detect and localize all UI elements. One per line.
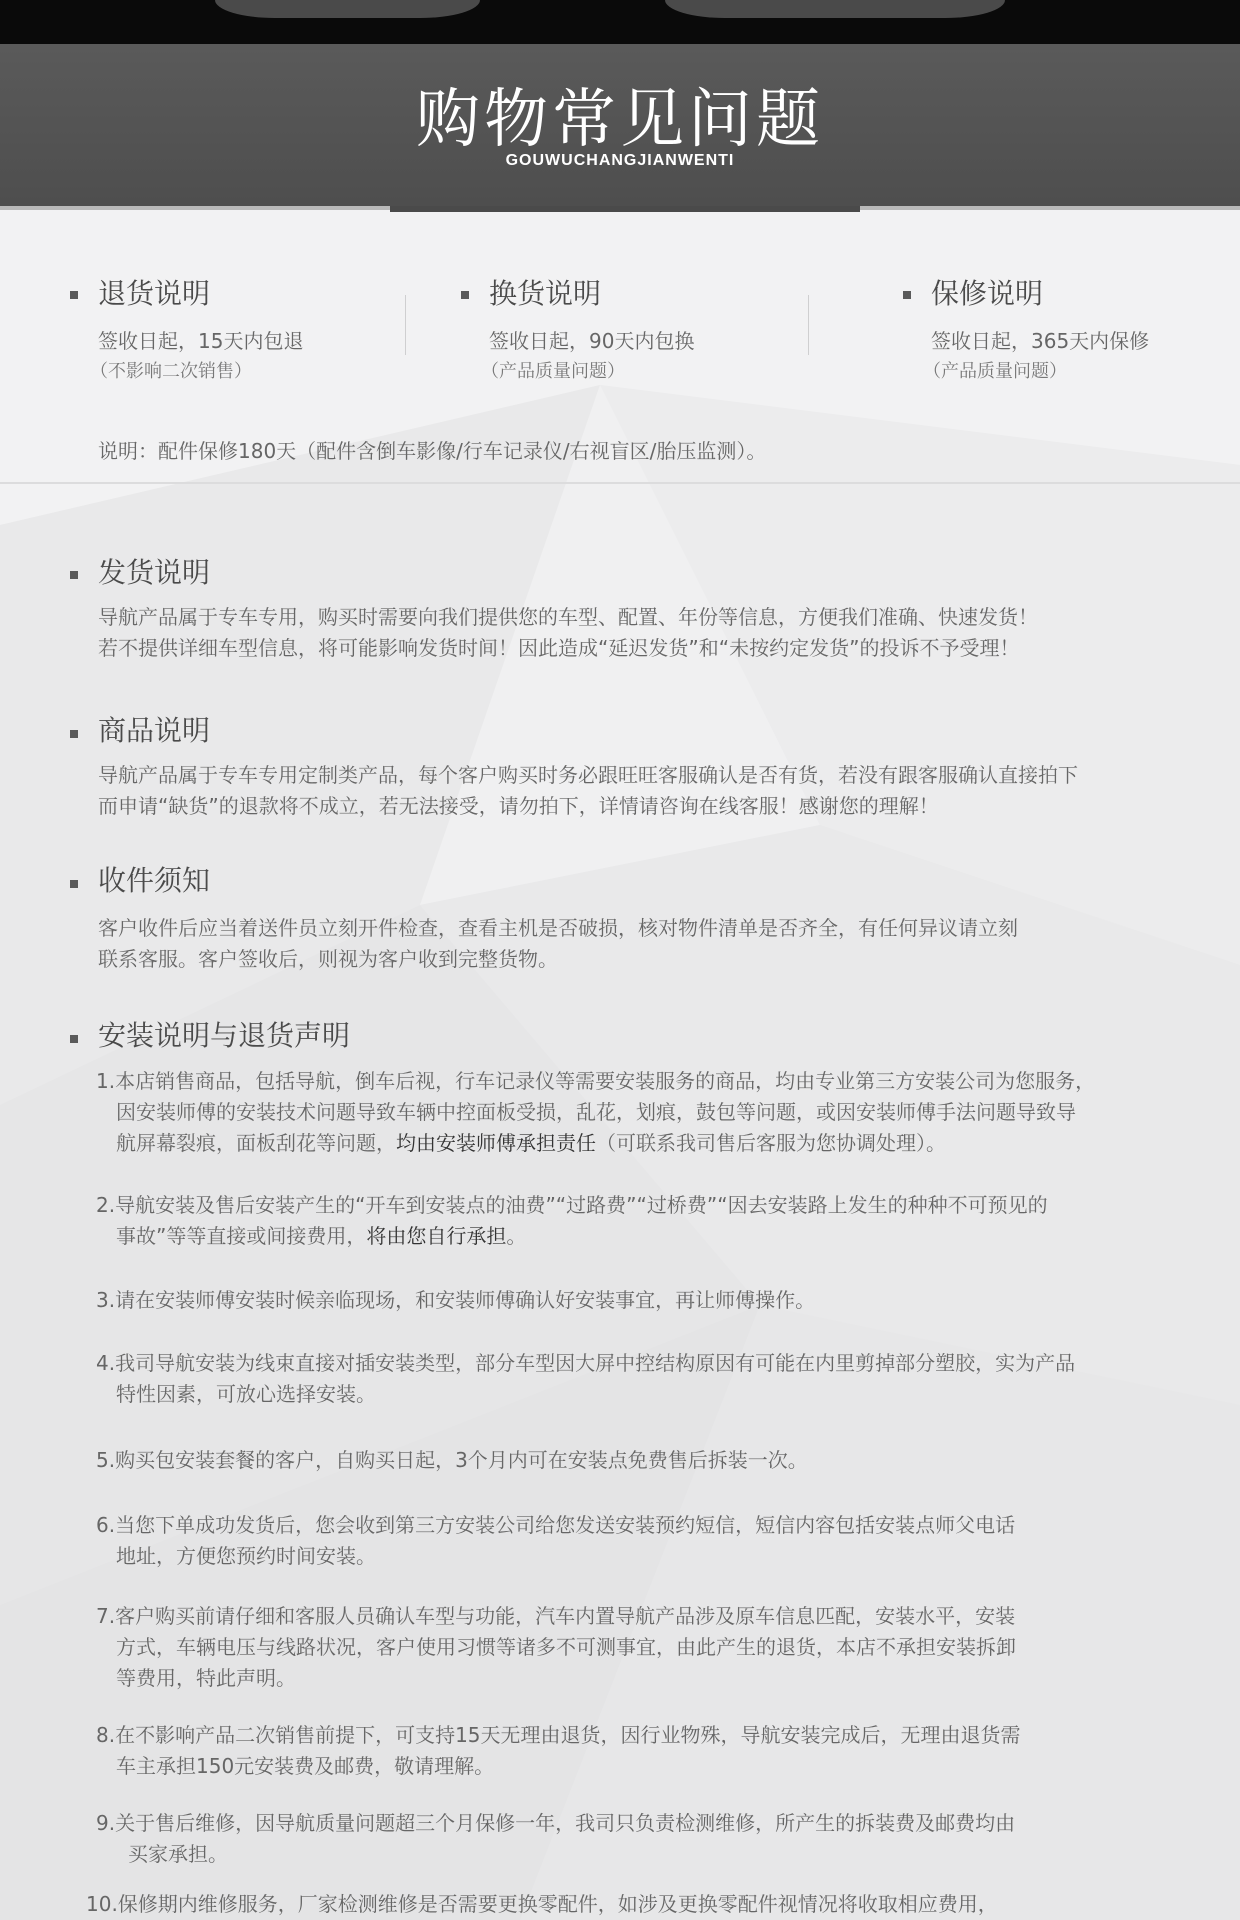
exchange-policy-note: （产品质量问题）: [481, 361, 625, 382]
divider: [405, 295, 406, 355]
shipping-text: 导航产品属于专车专用，购买时需要向我们提供您的车型、配置、年份等信息，方便我们准确、快速发货！ 若不提供详细车型信息，将可能影响发货时间！因此造成“延迟发货”和“未按约定发货”的投诉不予受理！: [98, 605, 1038, 660]
accessory-warranty-note: 说明：配件保修180天（配件含倒车影像/行车记录仪/右视盲区/胎压监测）。: [98, 439, 767, 463]
bullet-icon: [70, 730, 78, 738]
product-text: 导航产品属于专车专用定制类产品，每个客户购买时务必跟旺旺客服确认是否有货，若没有跟客服确认直接拍下 而申请“缺货”的退款将不成立，若无法接受，请勿拍下，详情请咨询在线客服！感谢您的理解！: [98, 763, 1078, 818]
install-item-9: 9.关于售后维修，因导航质量问题超三个月保修一年，我司只负责检测维修，所产生的拆装费及邮费均由 买家承担。: [96, 1811, 1016, 1866]
bullet-icon: [461, 291, 469, 299]
install-item-7: 7.客户购买前请仔细和客服人员确认车型与功能，汽车内置导航产品涉及原车信息匹配，安装水平，安装 方式，车辆电压与线路状况，客户使用习惯等诸多不可测事宜，由此产生的退货，本店不承担安装拆卸 等费用，特此声明。: [96, 1604, 1016, 1690]
return-policy-line: 签收日起，15天内包退: [98, 329, 304, 353]
page-subtitle: GOUWUCHANGJIANWENTI: [505, 152, 735, 169]
bullet-icon: [70, 1035, 78, 1043]
receipt-text: 客户收件后应当着送件员立刻开件检查，查看主机是否破损，核对物件清单是否齐全，有任何异议请立刻 联系客服。客户签收后，则视为客户收到完整货物。: [98, 916, 1018, 971]
install-item-2: 2.导航安装及售后安装产生的“开车到安装点的油费”“过路费”“过桥费”“因去安装路上发生的种种不可预见的 事故”等等直接或间接费用，将由您自行承担。: [96, 1193, 1048, 1248]
warranty-policy-note: （产品质量问题）: [923, 361, 1067, 382]
page-title: 购物常见问题: [416, 83, 824, 157]
bullet-icon: [70, 291, 78, 299]
shipping-heading: 发货说明: [98, 556, 211, 589]
warranty-policy-line: 签收日起，365天内保修: [931, 329, 1150, 353]
warranty-policy-heading: 保修说明: [931, 277, 1044, 310]
install-item-1: 1.本店销售商品，包括导航，倒车后视，行车记录仪等需要安装服务的商品，均由专业第三方安装公司为您服务， 因安装师傅的安装技术问题导致车辆中控面板受损，乱花，划痕，鼓包等问题，或因安装师傅手法问题导致导 航屏幕裂痕，面板刮花等问题，均由安装师傅承担责任（可联系我司售后客服为您协调处理）。: [96, 1069, 1096, 1155]
install-item-5: 5.购买包安装套餐的客户，自购买日起，3个月内可在安装点免费售后拆装一次。: [96, 1448, 808, 1472]
install-item-8: 8.在不影响产品二次销售前提下，可支持15天无理由退货，因行业物殊，导航安装完成后，无理由退货需 车主承担150元安装费及邮费，敬请理解。: [96, 1723, 1021, 1778]
return-policy-note: （不影响二次销售）: [90, 361, 252, 382]
install-item-10: 10.保修期内维修服务，厂家检测维修是否需要更换零配件，如涉及更换零配件视情况将收取相应费用，: [86, 1892, 998, 1916]
install-item-3: 3.请在安装师傅安装时候亲临现场，和安装师傅确认好安装事宜，再让师傅操作。: [96, 1288, 816, 1312]
product-heading: 商品说明: [98, 714, 211, 747]
bullet-icon: [70, 571, 78, 579]
install-item-4: 4.我司导航安装为线束直接对插安装类型，部分车型因大屏中控结构原因有可能在内里剪掉部分塑胶，实为产品 特性因素，可放心选择安装。: [96, 1351, 1076, 1406]
install-item-6: 6.当您下单成功发货后，您会收到第三方安装公司给您发送安装预约短信，短信内容包括安装点师父电话 地址，方便您预约时间安装。: [96, 1513, 1016, 1568]
install-heading: 安装说明与退货声明: [98, 1019, 351, 1052]
exchange-policy-heading: 换货说明: [489, 277, 602, 310]
exchange-policy-line: 签收日起，90天内包换: [489, 329, 695, 353]
bullet-icon: [903, 291, 911, 299]
bullet-icon: [70, 880, 78, 888]
receipt-heading: 收件须知: [98, 864, 211, 897]
section-divider: [0, 482, 1240, 484]
divider: [808, 295, 809, 355]
return-policy-heading: 退货说明: [98, 277, 211, 310]
